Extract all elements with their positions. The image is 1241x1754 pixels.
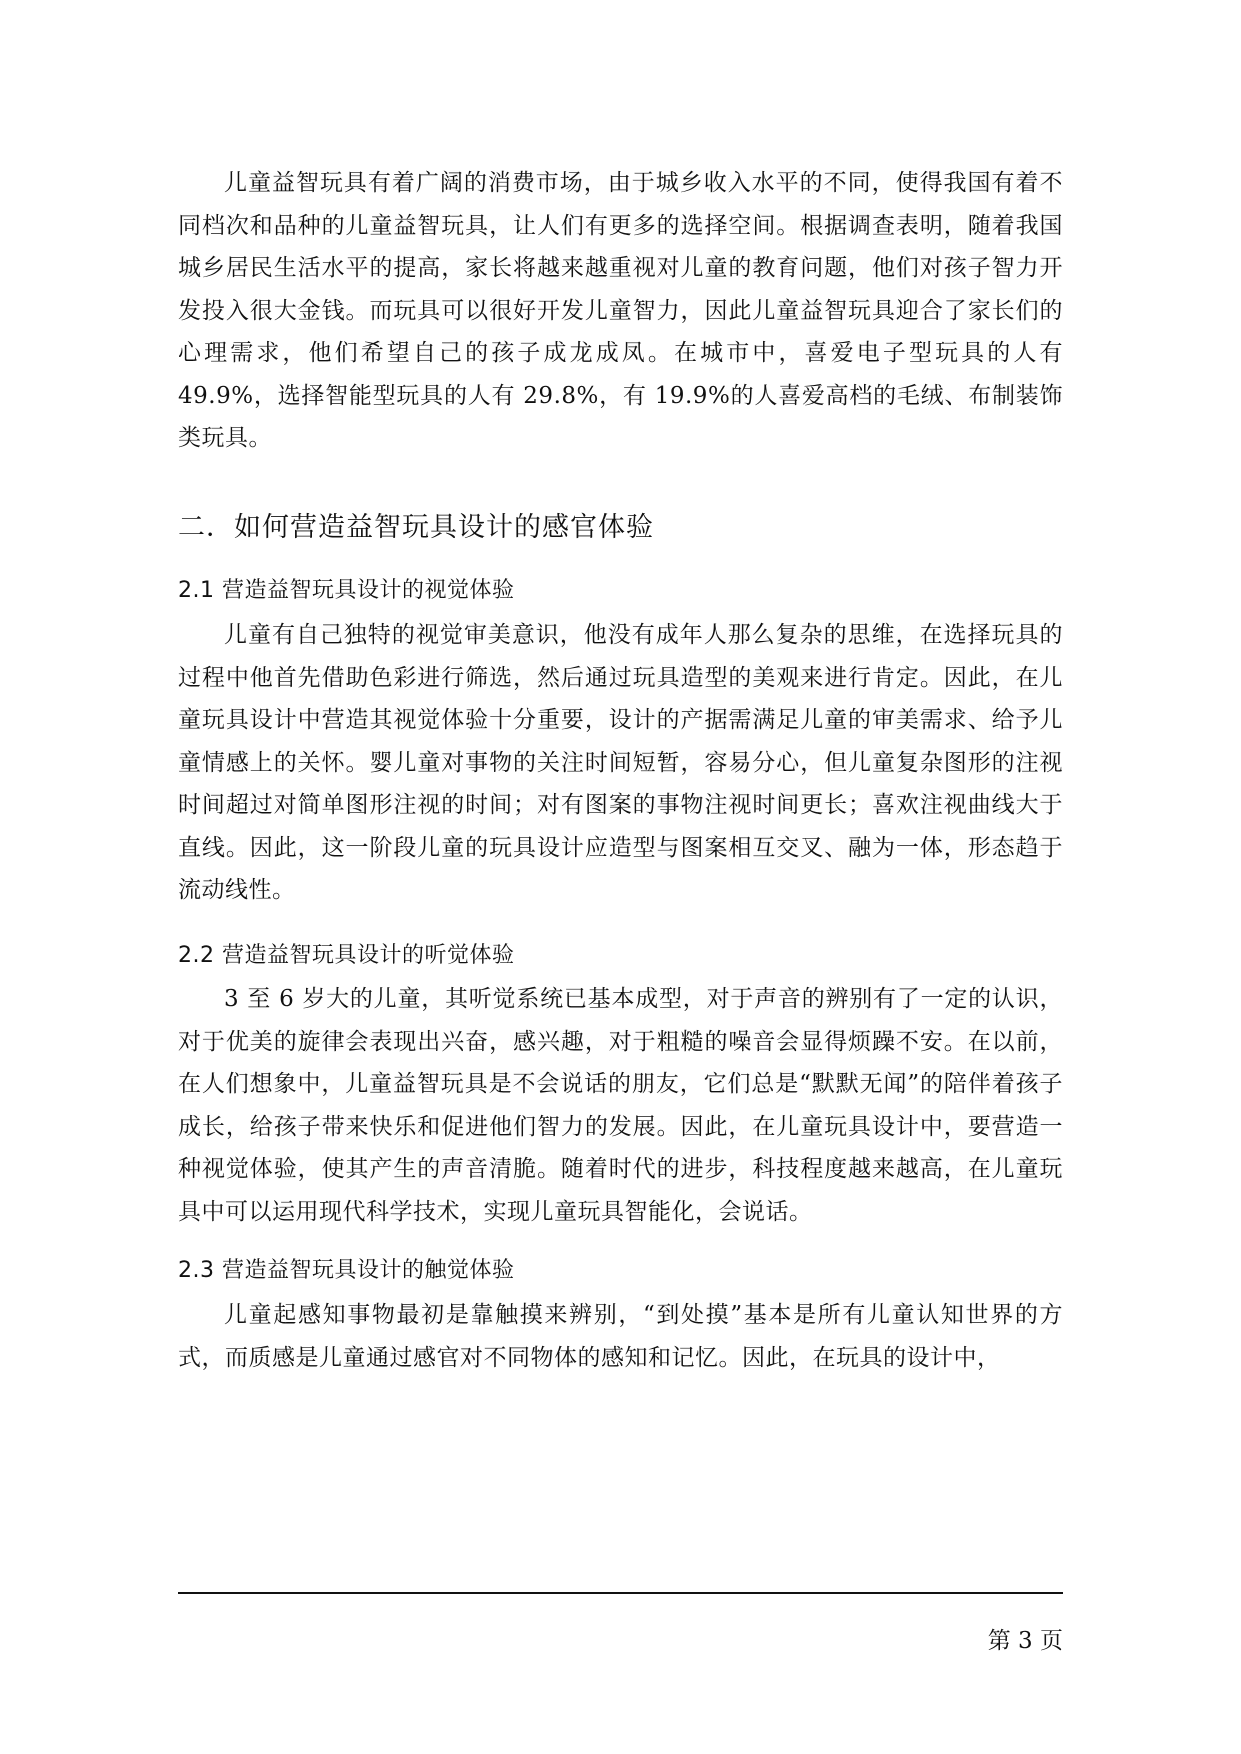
subsection-heading-2-2: 2.2 营造益智玩具设计的听觉体验	[178, 943, 515, 968]
page-number: 第 3 页	[987, 1628, 1063, 1654]
subsection-paragraph-2-1: 儿童有自己独特的视觉审美意识，他没有成年人那么复杂的思维，在选择玩具的过程中他首先借助色彩进行筛选，然后通过玩具造型的美观来进行肯定。因此，在儿童玩具设计中营造其视觉体验十分重要，设计的产据需满足儿童的审美需求、给予儿童情感上的关怀。婴儿童对事物的关注时间短暂，容易分心，但儿童复杂图形的注视时间超过对简单图形注视的时间；对有图案的事物注视时间更长；喜欢注视曲线大于直线。因此，这一阶段儿童的玩具设计应造型与图案相互交叉、融为一体，形态趋于流动线性。	[178, 622, 1063, 903]
section-heading: 二．如何营造益智玩具设计的感官体验	[178, 512, 654, 543]
subsection-heading-2-1: 2.1 营造益智玩具设计的视觉体验	[178, 578, 515, 603]
subsection-paragraph-2-2: 3 至 6 岁大的儿童，其听觉系统已基本成型，对于声音的辨别有了一定的认识，对于优美的旋律会表现出兴奋，感兴趣，对于粗糙的噪音会显得烦躁不安。在以前，在人们想象中，儿童益智玩具是不会说话的朋友，它们总是“默默无闻”的陪伴着孩子成长，给孩子带来快乐和促进他们智力的发展。因此，在儿童玩具设计中，要营造一种视觉体验，使其产生的声音清脆。随着时代的进步，科技程度越来越高，在儿童玩具中可以运用现代科学技术，实现儿童玩具智能化，会说话。	[178, 986, 1063, 1225]
footer-divider	[178, 1592, 1063, 1594]
intro-paragraph: 儿童益智玩具有着广阔的消费市场，由于城乡收入水平的不同，使得我国有着不同档次和品种的儿童益智玩具，让人们有更多的选择空间。根据调查表明，随着我国城乡居民生活水平的提高，家长将越来越重视对儿童的教育问题，他们对孩子智力开发投入很大金钱。而玩具可以很好开发儿童智力，因此儿童益智玩具迎合了家长们的心理需求，他们希望自己的孩子成龙成凤。在城市中，喜爱电子型玩具的人有 49.9%，选择智能型玩具的人有 29.8%，有 19.9%的人喜爱高档的毛绒、布制装饰类玩具。	[178, 170, 1063, 451]
subsection-paragraph-2-3: 儿童起感知事物最初是靠触摸来辨别，“到处摸”基本是所有儿童认知世界的方式，而质感是儿童通过感官对不同物体的感知和记忆。因此，在玩具的设计中，	[178, 1302, 1063, 1371]
subsection-heading-2-3: 2.3 营造益智玩具设计的触觉体验	[178, 1258, 515, 1283]
